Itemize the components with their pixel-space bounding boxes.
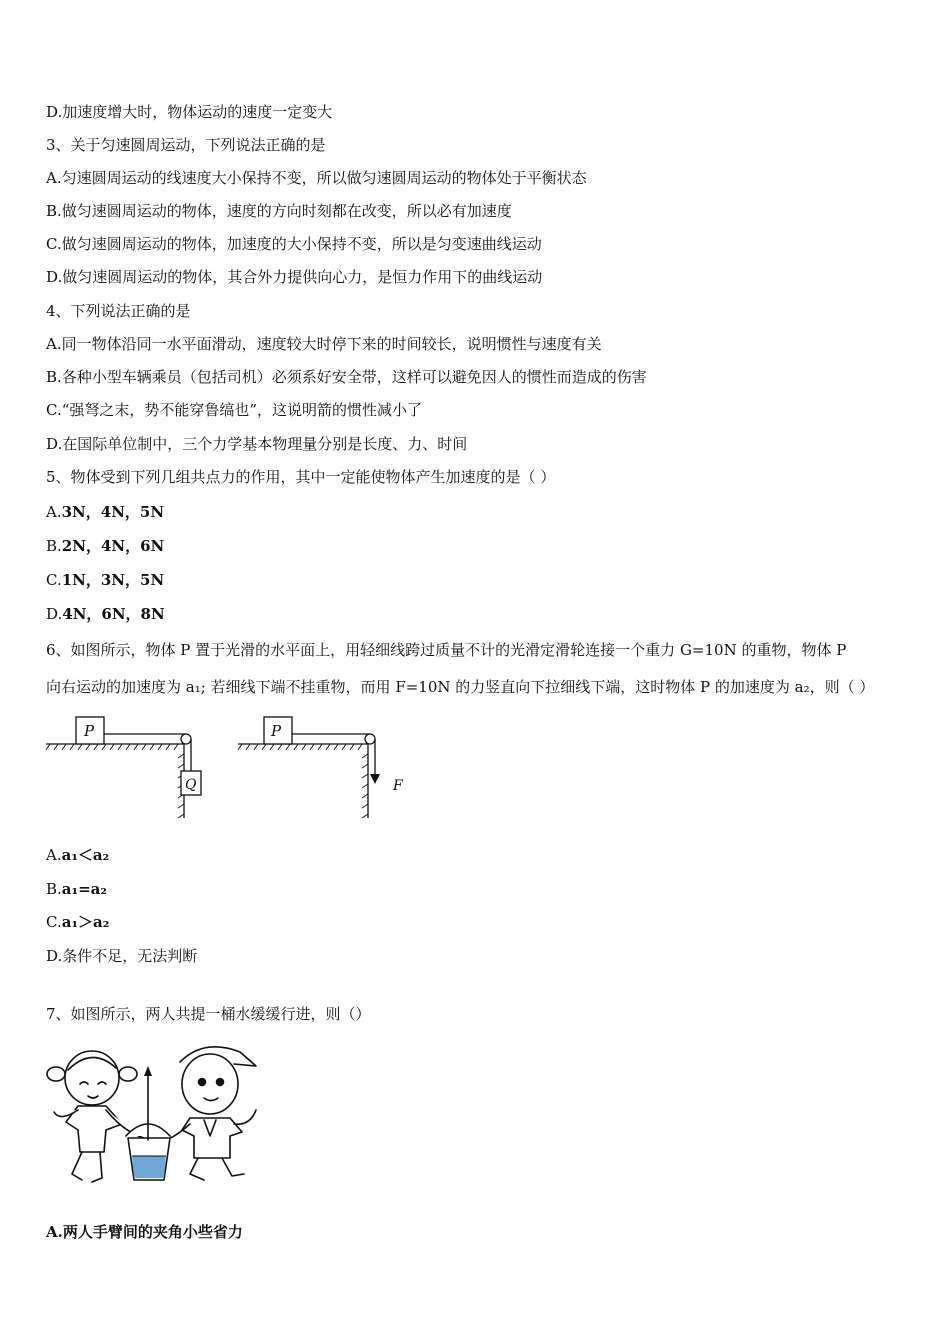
text-line-q3d: D.做匀速圆周运动的物体，其合外力提供向心力，是恒力作用下的曲线运动 xyxy=(46,268,543,286)
question-5-option xyxy=(46,502,164,522)
svg-text:Q: Q xyxy=(185,777,197,793)
text-line-q4a: A.同一物体沿同一水平面滑动，速度较大时停下来的时间较长，说明惯性与速度有关 xyxy=(46,335,602,353)
option-value: 1N，3N，5N xyxy=(61,571,165,589)
question-6-option-q6c xyxy=(46,912,109,932)
question-6-option-q6a xyxy=(46,845,109,865)
option-label: D. xyxy=(46,605,63,623)
text-line-q4d: D.在国际单位制中，三个力学基本物理量分别是长度、力、时间 xyxy=(46,435,468,453)
question-5-option xyxy=(46,570,164,590)
question-6-line-1: 6、如图所示，物体 P 置于光滑的水平面上，用轻细线跨过质量不计的光滑定滑轮连接一个重力 G=10N 的重物，物体 P xyxy=(46,641,847,659)
text-line-q3c: C.做匀速圆周运动的物体，加速度的大小保持不变，所以是匀变速曲线运动 xyxy=(46,235,542,253)
text-line-q2d: D.加速度增大时，物体运动的速度一定变大 xyxy=(46,103,333,121)
svg-text:P: P xyxy=(271,722,282,740)
option-value: 条件不足，无法判断 xyxy=(62,947,198,965)
question-7-stem: 7、如图所示，两人共提一桶水缓缓行进，则（） xyxy=(46,1005,371,1023)
option-label: C. xyxy=(46,913,62,931)
option-value: a₁=a₂ xyxy=(61,880,107,898)
option-value: a₁＜a₂ xyxy=(61,846,110,864)
text-line-q4b: B.各种小型车辆乘员（包括司机）必须系好安全带，这样可以避免因人的惯性而造成的伤害 xyxy=(46,368,647,386)
question-5-option xyxy=(46,536,164,556)
svg-text:F: F xyxy=(393,778,403,794)
text-line-q3: 3、关于匀速圆周运动，下列说法正确的是 xyxy=(46,136,326,154)
text-line-q3b: B.做匀速圆周运动的物体，速度的方向时刻都在改变，所以必有加速度 xyxy=(46,202,512,220)
option-label: B. xyxy=(46,537,62,555)
option-label: A. xyxy=(46,846,62,864)
question-6-option-q6b xyxy=(46,879,107,899)
question-6-line-2: 向右运动的加速度为 a₁; 若细线下端不挂重物，而用 F=10N 的力竖直向下拉细线下端，这时物体 P 的加速度为 a₂，则（ ） xyxy=(46,678,875,696)
svg-text:P: P xyxy=(84,722,95,740)
text-line-q4c: C.“强弩之末，势不能穿鲁缟也”，这说明箭的惯性减小了 xyxy=(46,401,423,419)
option-label: A. xyxy=(46,503,62,521)
question-6-option-q6d xyxy=(46,946,197,966)
pulley-figure-applied-force xyxy=(236,708,416,823)
text-line-q4: 4、下列说法正确的是 xyxy=(46,302,191,320)
option-label: B. xyxy=(46,880,62,898)
option-value: a₁＞a₂ xyxy=(61,913,110,931)
option-label: D. xyxy=(46,947,63,965)
option-label: C. xyxy=(46,571,62,589)
text-line-q3a: A.匀速圆周运动的线速度大小保持不变，所以做匀速圆周运动的物体处于平衡状态 xyxy=(46,169,587,187)
option-value: 2N，4N，6N xyxy=(61,537,165,555)
text-line-q5: 5、物体受到下列几组共点力的作用，其中一定能使物体产生加速度的是（ ） xyxy=(46,468,556,486)
two-children-carrying-bucket-illustration xyxy=(44,1040,264,1188)
option-value: 4N，6N，8N xyxy=(62,605,165,623)
question-5-option xyxy=(46,604,165,624)
option-value: 3N，4N，5N xyxy=(61,503,165,521)
pulley-figure-hanging-weight xyxy=(44,708,224,823)
question-7-option-a: A.两人手臂间的夹角小些省力 xyxy=(46,1223,243,1241)
